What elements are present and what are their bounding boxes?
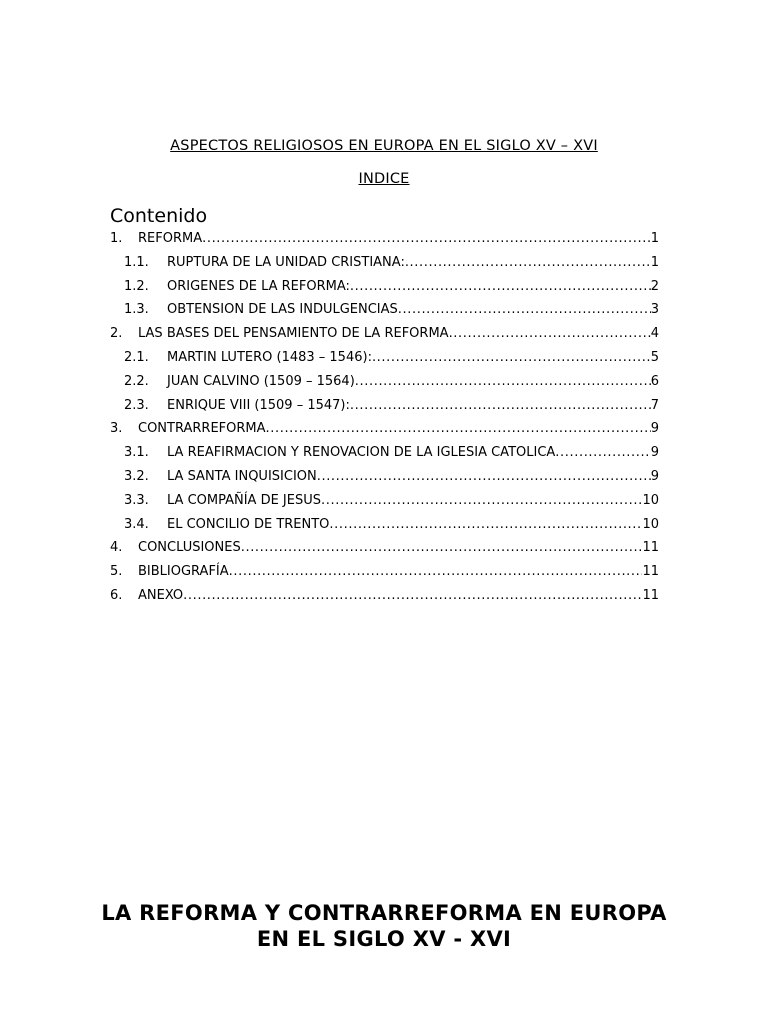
toc-entry-title: LAS BASES DEL PENSAMIENTO DE LA REFORMA xyxy=(138,326,449,342)
toc-dot-leader xyxy=(350,394,651,418)
toc-entry-page: 10 xyxy=(642,516,659,532)
toc-entry-title: MARTIN LUTERO (1483 – 1546): xyxy=(167,349,372,365)
toc-entry-number: 3. xyxy=(110,421,123,437)
main-title-line-1: LA REFORMA Y CONTRARREFORMA EN EUROPA xyxy=(101,901,667,925)
toc-entry[interactable] xyxy=(110,346,659,370)
toc-entry-number: 3.3. xyxy=(124,492,149,508)
toc-entry[interactable] xyxy=(110,251,659,275)
toc-dot-leader xyxy=(266,417,651,441)
toc-entry-title: REFORMA xyxy=(138,231,203,246)
toc-entry-page: 11 xyxy=(642,540,659,556)
toc-dot-leader xyxy=(321,489,642,513)
toc-dot-leader xyxy=(449,322,651,346)
toc-entry-title: ANEXO xyxy=(138,587,184,603)
toc-entry-page: 9 xyxy=(650,468,659,484)
toc-heading: Contenido xyxy=(110,205,208,227)
document-title: ASPECTOS RELIGIOSOS EN EUROPA EN EL SIGLO XV – XVI xyxy=(170,138,598,154)
toc-entry-page: 7 xyxy=(650,397,659,413)
toc-dot-leader xyxy=(398,298,651,322)
toc-entry-title: LA REAFIRMACION Y RENOVACION DE LA IGLESIA CATOLICA xyxy=(167,445,556,461)
index-heading: INDICE xyxy=(358,171,410,187)
toc-entry-page: 9 xyxy=(650,421,659,437)
toc-entry[interactable] xyxy=(110,417,659,441)
toc-entry-page: 11 xyxy=(642,564,659,580)
toc-dot-leader xyxy=(317,465,651,489)
toc-entry-title: CONTRARREFORMA xyxy=(138,421,266,437)
toc-dot-leader xyxy=(372,346,651,370)
toc-entry-number: 2. xyxy=(110,326,123,342)
toc-entry-page: 1 xyxy=(650,254,659,270)
main-title-line-2: EN EL SIGLO XV - XVI xyxy=(256,927,512,951)
toc-dot-leader xyxy=(202,227,651,251)
toc-entry-number: 1.2. xyxy=(124,278,149,294)
toc-entry-title: CONCLUSIONES xyxy=(138,540,241,556)
toc-entry-title: LA COMPAÑÍA DE JESUS xyxy=(167,492,322,508)
toc-entry-page: 5 xyxy=(650,349,659,365)
toc-entry-page: 1 xyxy=(650,231,659,246)
toc-dot-leader xyxy=(241,536,643,560)
toc-entry[interactable] xyxy=(110,489,659,513)
table-of-contents xyxy=(110,227,659,608)
toc-entry-title: ORIGENES DE LA REFORMA: xyxy=(167,278,350,294)
toc-dot-leader xyxy=(229,560,643,584)
toc-dot-leader xyxy=(350,275,651,299)
toc-entry[interactable] xyxy=(110,584,659,608)
toc-entry[interactable] xyxy=(110,465,659,489)
toc-dot-leader xyxy=(329,513,642,537)
toc-entry-number: 4. xyxy=(110,540,123,556)
toc-entry[interactable] xyxy=(110,370,659,394)
toc-entry-number: 2.2. xyxy=(124,373,149,389)
toc-entry-number: 5. xyxy=(110,564,123,580)
toc-entry-page: 9 xyxy=(650,445,659,461)
toc-entry[interactable] xyxy=(110,394,659,418)
toc-entry-title: BIBLIOGRAFÍA xyxy=(138,564,229,580)
toc-entry[interactable] xyxy=(110,275,659,299)
toc-dot-leader xyxy=(355,370,651,394)
toc-entry-title: LA SANTA INQUISICION xyxy=(167,468,317,484)
toc-entry[interactable] xyxy=(110,536,659,560)
toc-entry-title: EL CONCILIO DE TRENTO xyxy=(167,516,330,532)
toc-entry-page: 11 xyxy=(642,587,659,603)
toc-entry-number: 1.3. xyxy=(124,302,149,318)
main-title xyxy=(0,900,768,952)
toc-entry-page: 3 xyxy=(650,302,659,318)
toc-entry-number: 2.3. xyxy=(124,397,149,413)
toc-entry-number: 3.2. xyxy=(124,468,149,484)
toc-entry[interactable] xyxy=(110,560,659,584)
toc-entry-title: OBTENSION DE LAS INDULGENCIAS xyxy=(167,302,398,318)
toc-entry-page: 6 xyxy=(650,373,659,389)
toc-entry-page: 2 xyxy=(650,278,659,294)
toc-entry-number: 1. xyxy=(110,231,123,246)
toc-entry[interactable] xyxy=(110,441,659,465)
toc-entry-number: 3.1. xyxy=(124,445,149,461)
toc-entry-title: ENRIQUE VIII (1509 – 1547): xyxy=(167,397,350,413)
toc-entry[interactable] xyxy=(110,298,659,322)
toc-entry-page: 10 xyxy=(642,492,659,508)
toc-dot-leader xyxy=(555,441,650,465)
toc-entry-number: 2.1. xyxy=(124,349,149,365)
toc-entry-page: 4 xyxy=(650,326,659,342)
toc-entry-number: 6. xyxy=(110,587,123,603)
toc-entry[interactable] xyxy=(110,513,659,537)
toc-entry-number: 1.1. xyxy=(124,254,149,270)
toc-dot-leader xyxy=(405,251,651,275)
toc-entry[interactable] xyxy=(110,227,659,251)
toc-entry-title: RUPTURA DE LA UNIDAD CRISTIANA: xyxy=(167,254,405,270)
toc-dot-leader xyxy=(183,584,642,608)
toc-entry-number: 3.4. xyxy=(124,516,149,532)
toc-entry[interactable] xyxy=(110,322,659,346)
toc-entry-title: JUAN CALVINO (1509 – 1564) xyxy=(167,373,355,389)
